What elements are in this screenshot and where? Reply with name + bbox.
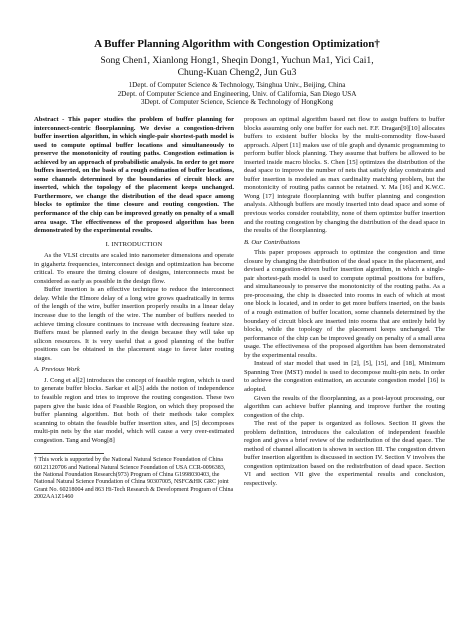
affiliation-1: 1Dept. of Computer Science & Technology, Tsinghua Univ., Beijing, China: [128, 81, 346, 89]
author-list: [0, 55, 474, 79]
subsection-heading-contributions: B. Our Contributions: [244, 238, 301, 246]
intro-paragraph-1: As the VLSI circuits are scaled into nanometer dimensions and operate in gigahertz frequencies, interconnect design and optimization has become critical. To ensure the timing closure of designs, interconnects must be considered as early as possible in the design flow.: [34, 252, 234, 285]
intro-paragraph-2: Buffer insertion is an effective technique to reduce the interconnect delay. While the Elmore delay of a long wire grows quadratically in terms of the length of the wire, buffer insertion properly results in a linear delay increase due to the length of the wire. The number of buffers needed to achieve timing closure continues to increase with decreasing feature size. Buffers must be planned early in the design because they will take up silicon resources. It is very useful that a good planning of the buffer positions can be obtained in the placement stage to favor later routing stages.: [34, 286, 234, 362]
contributions-paragraph-3: Given the results of the floorplanning, as a post-layout processing, our algorithm can achieve buffer planning and improve further the routing congestion of the chip.: [244, 394, 445, 419]
section-heading-introduction: I. INTRODUCTION: [105, 240, 163, 248]
left-column: [34, 116, 234, 502]
previous-work-paragraph: J. Cong et al[2] introduces the concept of feasible region, which is used to generate buffer blocks. Sarkar et al[3] adds the notion of independence to feasible region and tries to improve the routing congestion. These two papers give the basic idea of Feasible Region, on which they proposed the buffer planning algorithm. But both of their methods take complex scanning to obtain the feasible buffer insertion sites, and [5] decomposes multi-pin nets by the star model, which will cause a very over-estimated congestion. Tang and Wong[8]: [34, 376, 234, 444]
contributions-paragraph-1: This paper proposes approach to optimize the congestion and time closure by changing the distribution of the dead space in the placement, and devised a congestion-driven buffer insertion algorithm, in which a single-pair shortest-path model is used to compute optimal positions for buffers, and simultaneously to preserve the monotonicity of the routing paths. As a pre-processing, the chip is dissected into rooms in each of which at most one block is located, and in order to get more buffers inserted, on the basis of a rough estimation of buffer location, some channels determined by the boundary of circuit block are inserted into rooms that are entirely held by blocks, while the topology of the placement keeps unchanged. The performance of the chip can be improved greatly on penalty of a small area usage. The effectiveness of the proposed algorithm has been demonstrated by the experimental results.: [244, 249, 445, 359]
right-column: [244, 116, 445, 489]
affiliation-2: 2Dept. of Computer Science and Engineering, Univ. of California, San Diego USA: [117, 89, 357, 98]
paper-title: A Buffer Planning Algorithm with Congestion Optimization†: [94, 38, 380, 50]
paper-outline-paragraph: The rest of the paper is organized as follows. Section II gives the problem definition, introduces the calculation of independent feasible region and gives a brief review of the redistribution of the dead space. The method of channel allocation is shown in section III. The congestion driven buffer insertion algorithm is discussed in section IV. Section V involves the congestion optimization based on the redistribution of dead space. Section VI and section VII give the experimental results and conclusion, respectively.: [244, 420, 445, 487]
affiliation-3: 3Dept. of Computer Science, Science & Technology of HongKong: [140, 98, 334, 106]
contributions-paragraph-2: Instead of star model that used in [2], [5], [15], and [18], Minimum Spanning Tree (MST) model is used to decompose multi-pin nets. In order to achieve the congestion estimation, an accurate congestion model [16] is adopted.: [244, 360, 445, 393]
footnote-divider: [34, 453, 104, 454]
previous-work-continued: proposes an optimal algorithm based net flow to assign buffers to buffer blocks assuming only one buffer for each net. F.F. Dragan[9][10] allocates buffers to existent buffer blocks by the multi-commodity flow-based approach. Alpert [11] makes use of tile graph and dynamic programming to perform buffer block planning. They assume that buffers be allowed to be inserted inside macro blocks. S. Chen [15] optimizes the distribution of the dead space to improve the number of nets that satisfy delay constraints and buffer insertion is modeled as max cardinality matching problem, but the monotonicity of routing paths cannot be retained. Y. Ma [16] and K.W.C. Wong [17] integrate floorplanning with buffer planning and congestion analysis. Although buffers are mostly inserted into dead space and some of previous works consider routability, none of them optimize buffer insertion and the routing congestion by changing the distribution of the dead space in the results of the floorplanning.: [244, 116, 445, 235]
authors-line-2: Chung-Kuan Cheng2, Jun Gu3: [177, 67, 297, 78]
subsection-heading-previous-work: A. Previous Work: [34, 366, 80, 374]
affiliations: [0, 81, 474, 107]
funding-footnote: † This work is supported by the National Natural Science Foundation of China 60121120706 and National Natural Science Foundation of USA CCR-0096383, the National Foundation Research(973) Program of China G1998030403, the National Natural Science Foundation of China 90307005, NSFC&HK GRC joint Grant No. 60218004 and 863 Hi-Tech Research & Development Program of China 2002AA1Z1460: [34, 457, 234, 501]
authors-line-1: Song Chen1, Xianlong Hong1, Sheqin Dong1, Yuchun Ma1, Yici Cai1,: [100, 55, 374, 66]
abstract: Abstract - This paper studies the problem of buffer planning for interconnect-centric floorplanning. We devise a congestion-driven buffer insertion algorithm, in which single-pair shortest-path model is used to compute optimal buffer locations and simultaneously to preserve the monotonicity of routing paths. Congestion estimation is achieved by an approach of probabilistic analysis. In order to get more buffers inserted, on the basis of a rough estimation of buffer locations, some channels determined by the boundaries of circuit block are inserted, which the topology of the placement keeps unchanged. Furthermore, we change the distribution of the dead space among blocks to optimize the time closure and routing congestion. The performance of the chip can be improved greatly on penalty of a small area usage. The effectiveness of the proposed algorithm has been demonstrated by the experimental results.: [34, 116, 234, 235]
